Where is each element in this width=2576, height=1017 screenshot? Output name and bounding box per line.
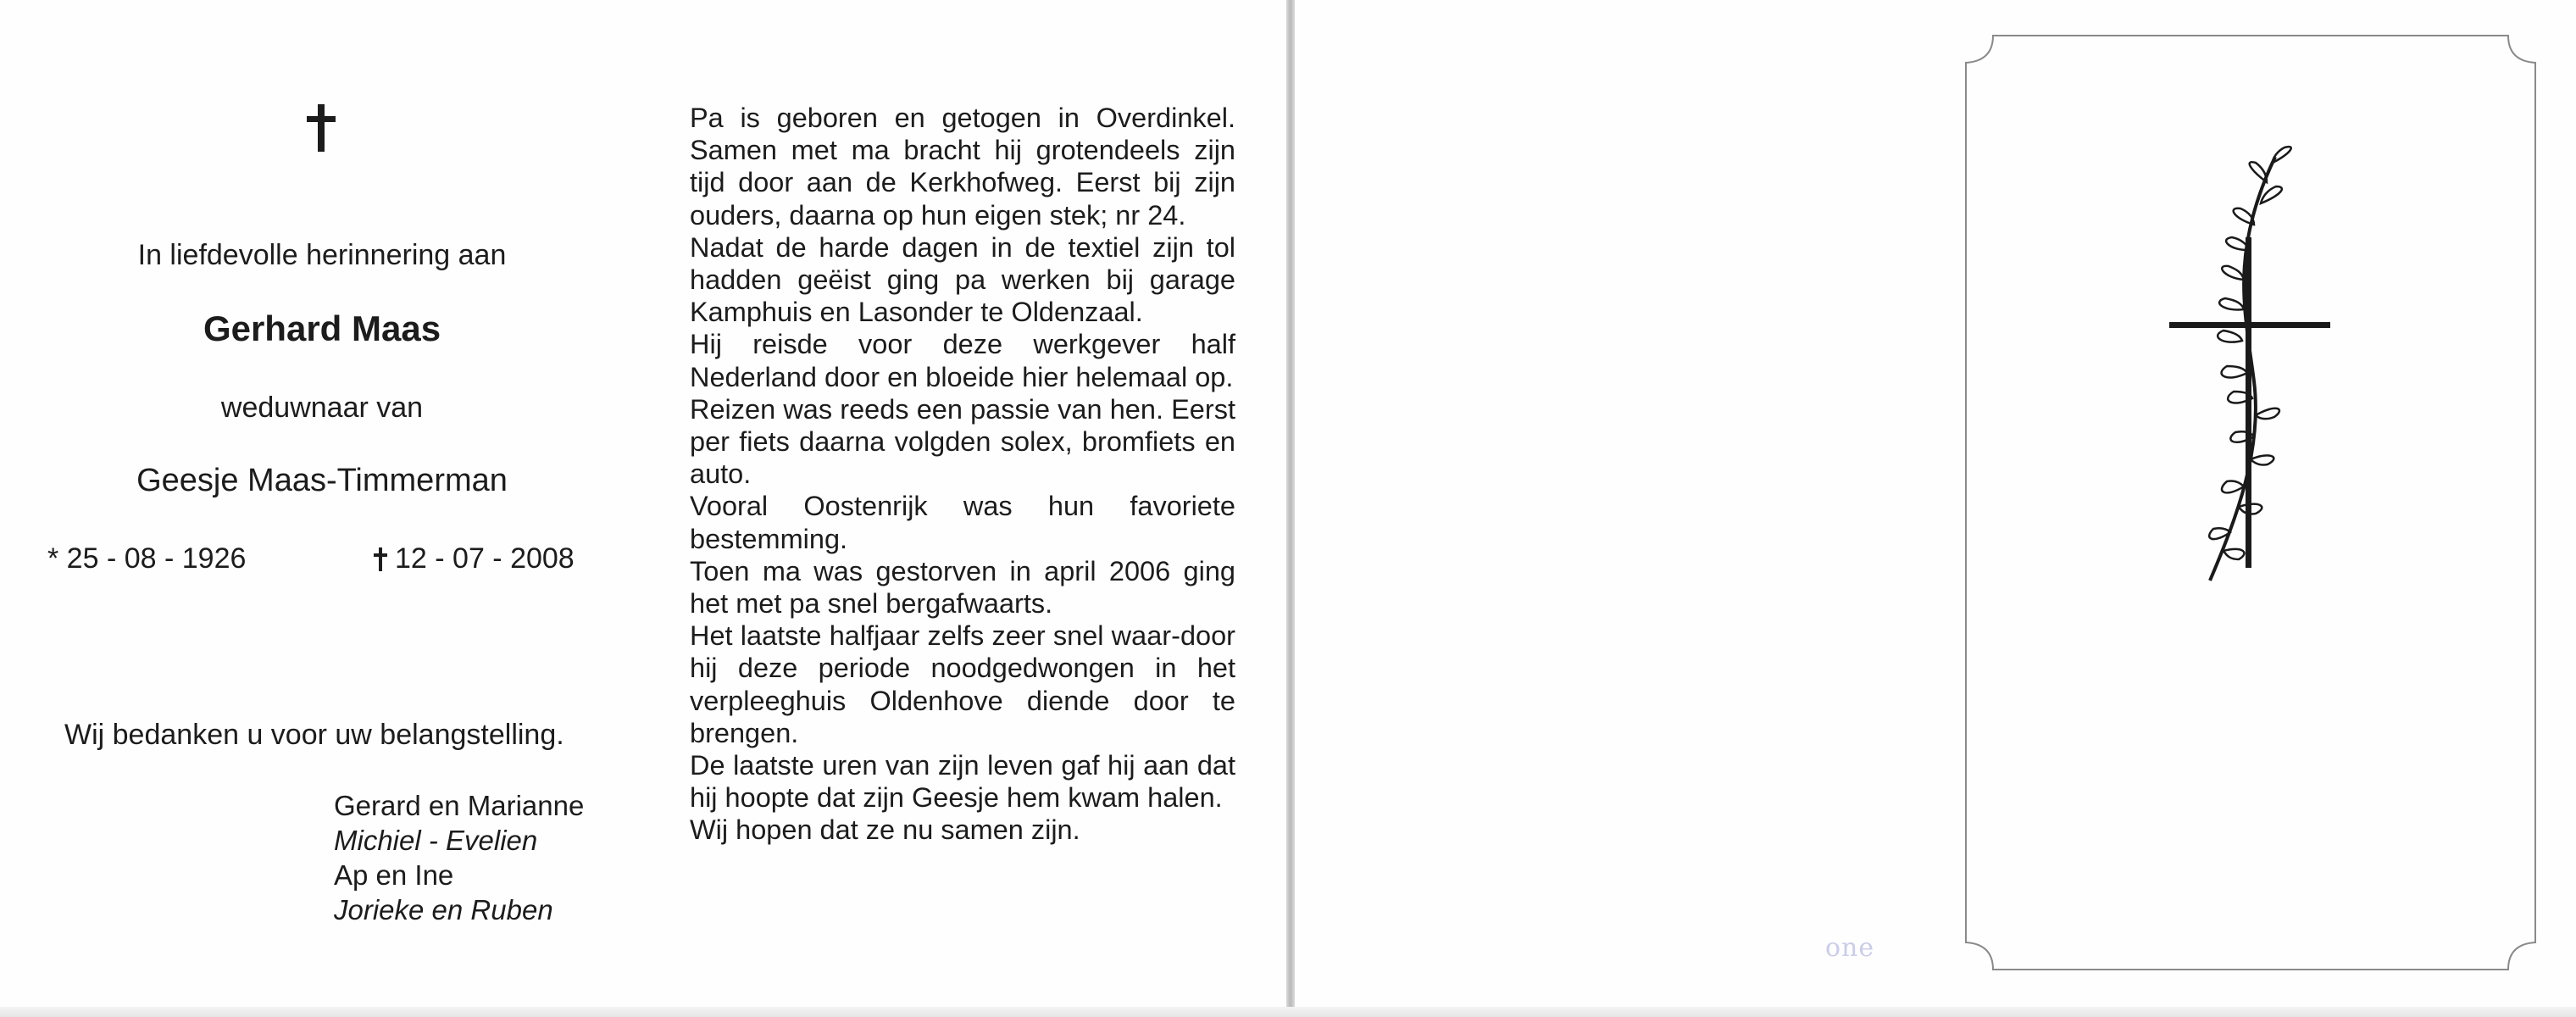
life-story [690, 102, 1235, 847]
spouse-name: Geesje Maas-Timmerman [136, 463, 508, 498]
story-paragraph: Hij reisde voor deze werkgever half Nederland door en bloeide hier helemaal op. [690, 329, 1235, 392]
story-paragraph: Nadat de harde dagen in de textiel zijn tol hadden geëist ging pa werken bij garage Kamphuis en Lasonder te Oldenzaal. [690, 231, 1235, 328]
widow-of-text: weduwnaar van [220, 392, 424, 424]
printer-mark: one [1825, 933, 1875, 963]
birth-date: * 25 - 08 - 1926 [47, 542, 247, 575]
story-paragraph: Toen ma was gestorven in april 2006 ging het met pa snel bergafwaarts. [690, 555, 1235, 620]
family-signatures [334, 788, 584, 927]
story-paragraph: Reizen was reeds een passie van hen. Eerst per fiets daarna volgden solex, bromfiets en auto. [690, 393, 1235, 490]
cross-icon [288, 97, 356, 165]
scan-edge [0, 1007, 2576, 1017]
story-paragraph: Het laatste halfjaar zelfs zeer snel waar-door hij deze periode noodgedwongen in het verpleeghuis Oldenhove diende door te brengen. [690, 620, 1235, 748]
family-member: Gerard en Marianne [334, 790, 585, 821]
family-member: Jorieke en Ruben [334, 894, 553, 925]
story-paragraph: Vooral Oostenrijk was hun favoriete bestemming. [690, 491, 1235, 554]
death-date: 12 - 07 - 2008 [395, 542, 575, 575]
cross-with-olive-branch-icon [2135, 144, 2356, 585]
thanks-text: Wij bedanken u voor uw belangstelling. [64, 719, 564, 751]
family-member: Michiel - Evelien [334, 825, 538, 856]
intro-text: In liefdevolle herinnering aan [137, 239, 507, 271]
card-fold [1286, 0, 1295, 1017]
deceased-name: Gerhard Maas [203, 308, 441, 348]
family-member: Ap en Ine [334, 859, 454, 891]
story-paragraph: De laatste uren van zijn leven gaf hij aan dat hij hoopte dat zijn Geesje hem kwam halen. [690, 750, 1235, 814]
story-paragraph: Wij hopen dat ze nu samen zijn. [690, 814, 1080, 846]
death-cross-icon [373, 547, 388, 572]
story-paragraph: Pa is geboren en getogen in Overdinkel. Samen met ma bracht hij grotendeels zijn tijd door aan de Kerkhofweg. Eerst bij zijn ouders, daarna op hun eigen stek; nr 24. [690, 103, 1235, 231]
death-date-row [373, 542, 575, 575]
